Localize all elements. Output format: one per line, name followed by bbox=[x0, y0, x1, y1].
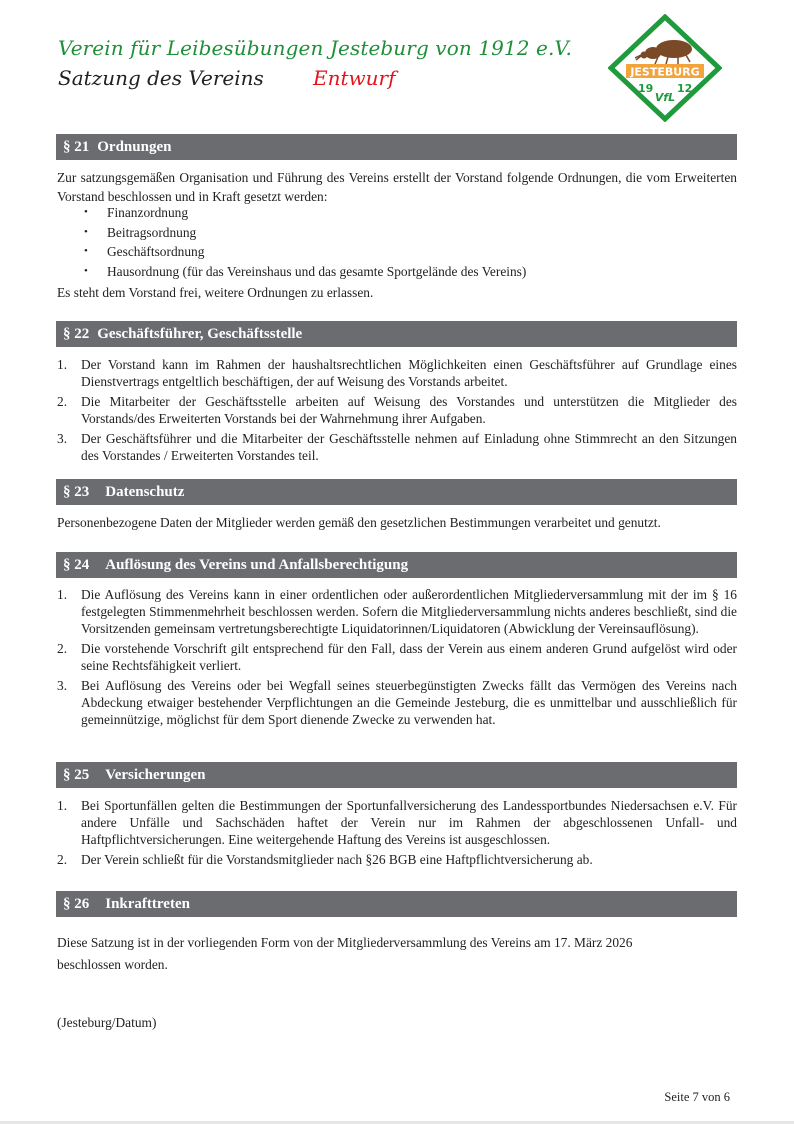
list-item: • Hausordnung (für das Vereinshaus und das gesamte Sportgelände des Vereins) bbox=[57, 262, 737, 282]
document-title: Satzung des Vereins bbox=[58, 66, 264, 90]
section-21-intro: Zur satzungsgemäßen Organisation und Führung des Vereins erstellt der Vorstand folgende Ordnungen, die vom Erweiterten Vorstand beschlossen und in Kraft gesetzt werden: bbox=[57, 170, 737, 204]
list-item: • Finanzordnung bbox=[57, 203, 737, 223]
club-name: Verein für Leibesübungen Jesteburg von 1912 e.V. bbox=[58, 36, 572, 60]
list-item: 2. Die vorstehende Vorschrift gilt entsprechend für den Fall, dass der Verein aus einem anderen Grund aufgelöst wird oder seine Rechtsfähigkeit verliert. bbox=[57, 641, 737, 674]
list-item: 2. Die Mitarbeiter der Geschäftsstelle arbeiten auf Weisung des Vorstandes und unterstützen die Mitglieder des Vorstands/des Erweiterten Vorstands bei der Wahrnehmung ihrer Aufgaben. bbox=[57, 393, 737, 427]
logo-year-left: 19 bbox=[638, 82, 654, 95]
section-heading-22 bbox=[56, 321, 737, 347]
section-number: § 24 bbox=[63, 557, 90, 573]
list-item: 1. Der Vorstand kann im Rahmen der haushaltsrechtlichen Möglichkeiten einen Geschäftsführer auf Grundlage eines Dienstvertrags entgeltlich beschäftigen, der auf Weisung des Vorstands arbeitet. bbox=[57, 357, 737, 390]
logo-monogram: VfL bbox=[654, 91, 676, 104]
list-item: 3. Der Geschäftsführer und die Mitarbeiter der Geschäftsstelle nehmen auf Einladung ohne Stimmrecht an den Sitzungen des Vorstandes / Erweiterten Vorstandes teil. bbox=[57, 430, 737, 464]
section-heading-21 bbox=[56, 134, 737, 160]
section-24-list bbox=[57, 586, 737, 731]
list-item: • Beitragsordnung bbox=[57, 223, 737, 243]
section-21-bullet-list bbox=[57, 203, 737, 281]
page-number: Seite 7 von 6 bbox=[664, 1090, 730, 1104]
section-title: Datenschutz bbox=[105, 484, 185, 500]
section-22-list bbox=[57, 356, 737, 467]
list-item: • Geschäftsordnung bbox=[57, 242, 737, 262]
list-item: 1. Bei Sportunfällen gelten die Bestimmungen der Sportunfallversicherung des Landessportbundes Niedersachsen e.V. Für andere Unfälle und Sachschäden haftet der Verein nur im Rahmen der abgeschlossenen Unfall- und Haftpflichtversicherungen. Eine weitergehende Haftung des Vereins ist ausgeschlossen. bbox=[57, 798, 737, 848]
list-item: 2. Der Verein schließt für die Vorstandsmitglieder nach §26 BGB eine Haftpflichtversicherung ab. bbox=[57, 852, 593, 868]
list-item: 3. Bei Auflösung des Vereins oder bei Wegfall seines steuerbegünstigten Zwecks fällt das Vermögen des Vereins nach Abdeckung etwaiger bestehender Verpflichtungen an die Gemeinde Jesteburg, die es unmittelbar und ausschließlich für gemeinnützige, möglichst für dem Sport dienende Zwecke zu verwenden hat. bbox=[57, 678, 737, 728]
section-heading-23 bbox=[56, 479, 737, 505]
club-logo-icon bbox=[608, 14, 722, 122]
section-25-list bbox=[57, 797, 737, 871]
section-title: Versicherungen bbox=[105, 767, 206, 783]
section-heading-26 bbox=[56, 891, 737, 917]
section-title: Geschäftsführer, Geschäftsstelle bbox=[97, 326, 303, 342]
section-number: § 25 bbox=[63, 767, 90, 783]
list-item: 1. Die Auflösung des Vereins kann in einer ordentlichen oder außerordentlichen Mitgliederversammlung mit der im § 16 festgelegten Stimmenmehrheit beschlossen werden. Sofern die Mitgliederversammlung nichts anderes beschließt, sind die Vorsitzenden gemeinsam vertretungsberechtigte Liquidatorinnen/Liquidatoren (Abwicklung der Vereinsauflösung). bbox=[57, 587, 737, 637]
logo-banner-text: JESTEBURG bbox=[630, 65, 700, 79]
section-26-text: Diese Satzung ist in der vorliegenden Form von der Mitgliederversammlung des Vereins am 17. März 2026 beschlossen worden. bbox=[57, 935, 633, 972]
section-number: § 22 bbox=[63, 326, 90, 342]
signature-placeholder: (Jesteburg/Datum) bbox=[57, 1015, 157, 1030]
section-heading-24 bbox=[56, 552, 737, 578]
draft-label: Entwurf bbox=[313, 66, 396, 90]
logo-year-right: 12 bbox=[677, 82, 693, 95]
section-21-outro: Es steht dem Vorstand frei, weitere Ordnungen zu erlassen. bbox=[57, 285, 374, 300]
section-title: Auflösung des Vereins und Anfallsberechtigung bbox=[105, 557, 409, 573]
section-heading-25 bbox=[56, 762, 737, 788]
section-23-text: Personenbezogene Daten der Mitglieder werden gemäß den gesetzlichen Bestimmungen verarbeitet und genutzt. bbox=[57, 515, 661, 530]
section-title: Inkrafttreten bbox=[105, 896, 190, 912]
section-number: § 23 bbox=[63, 484, 90, 500]
section-title: Ordnungen bbox=[97, 139, 172, 155]
section-number: § 21 bbox=[63, 139, 90, 155]
section-number: § 26 bbox=[63, 896, 90, 912]
